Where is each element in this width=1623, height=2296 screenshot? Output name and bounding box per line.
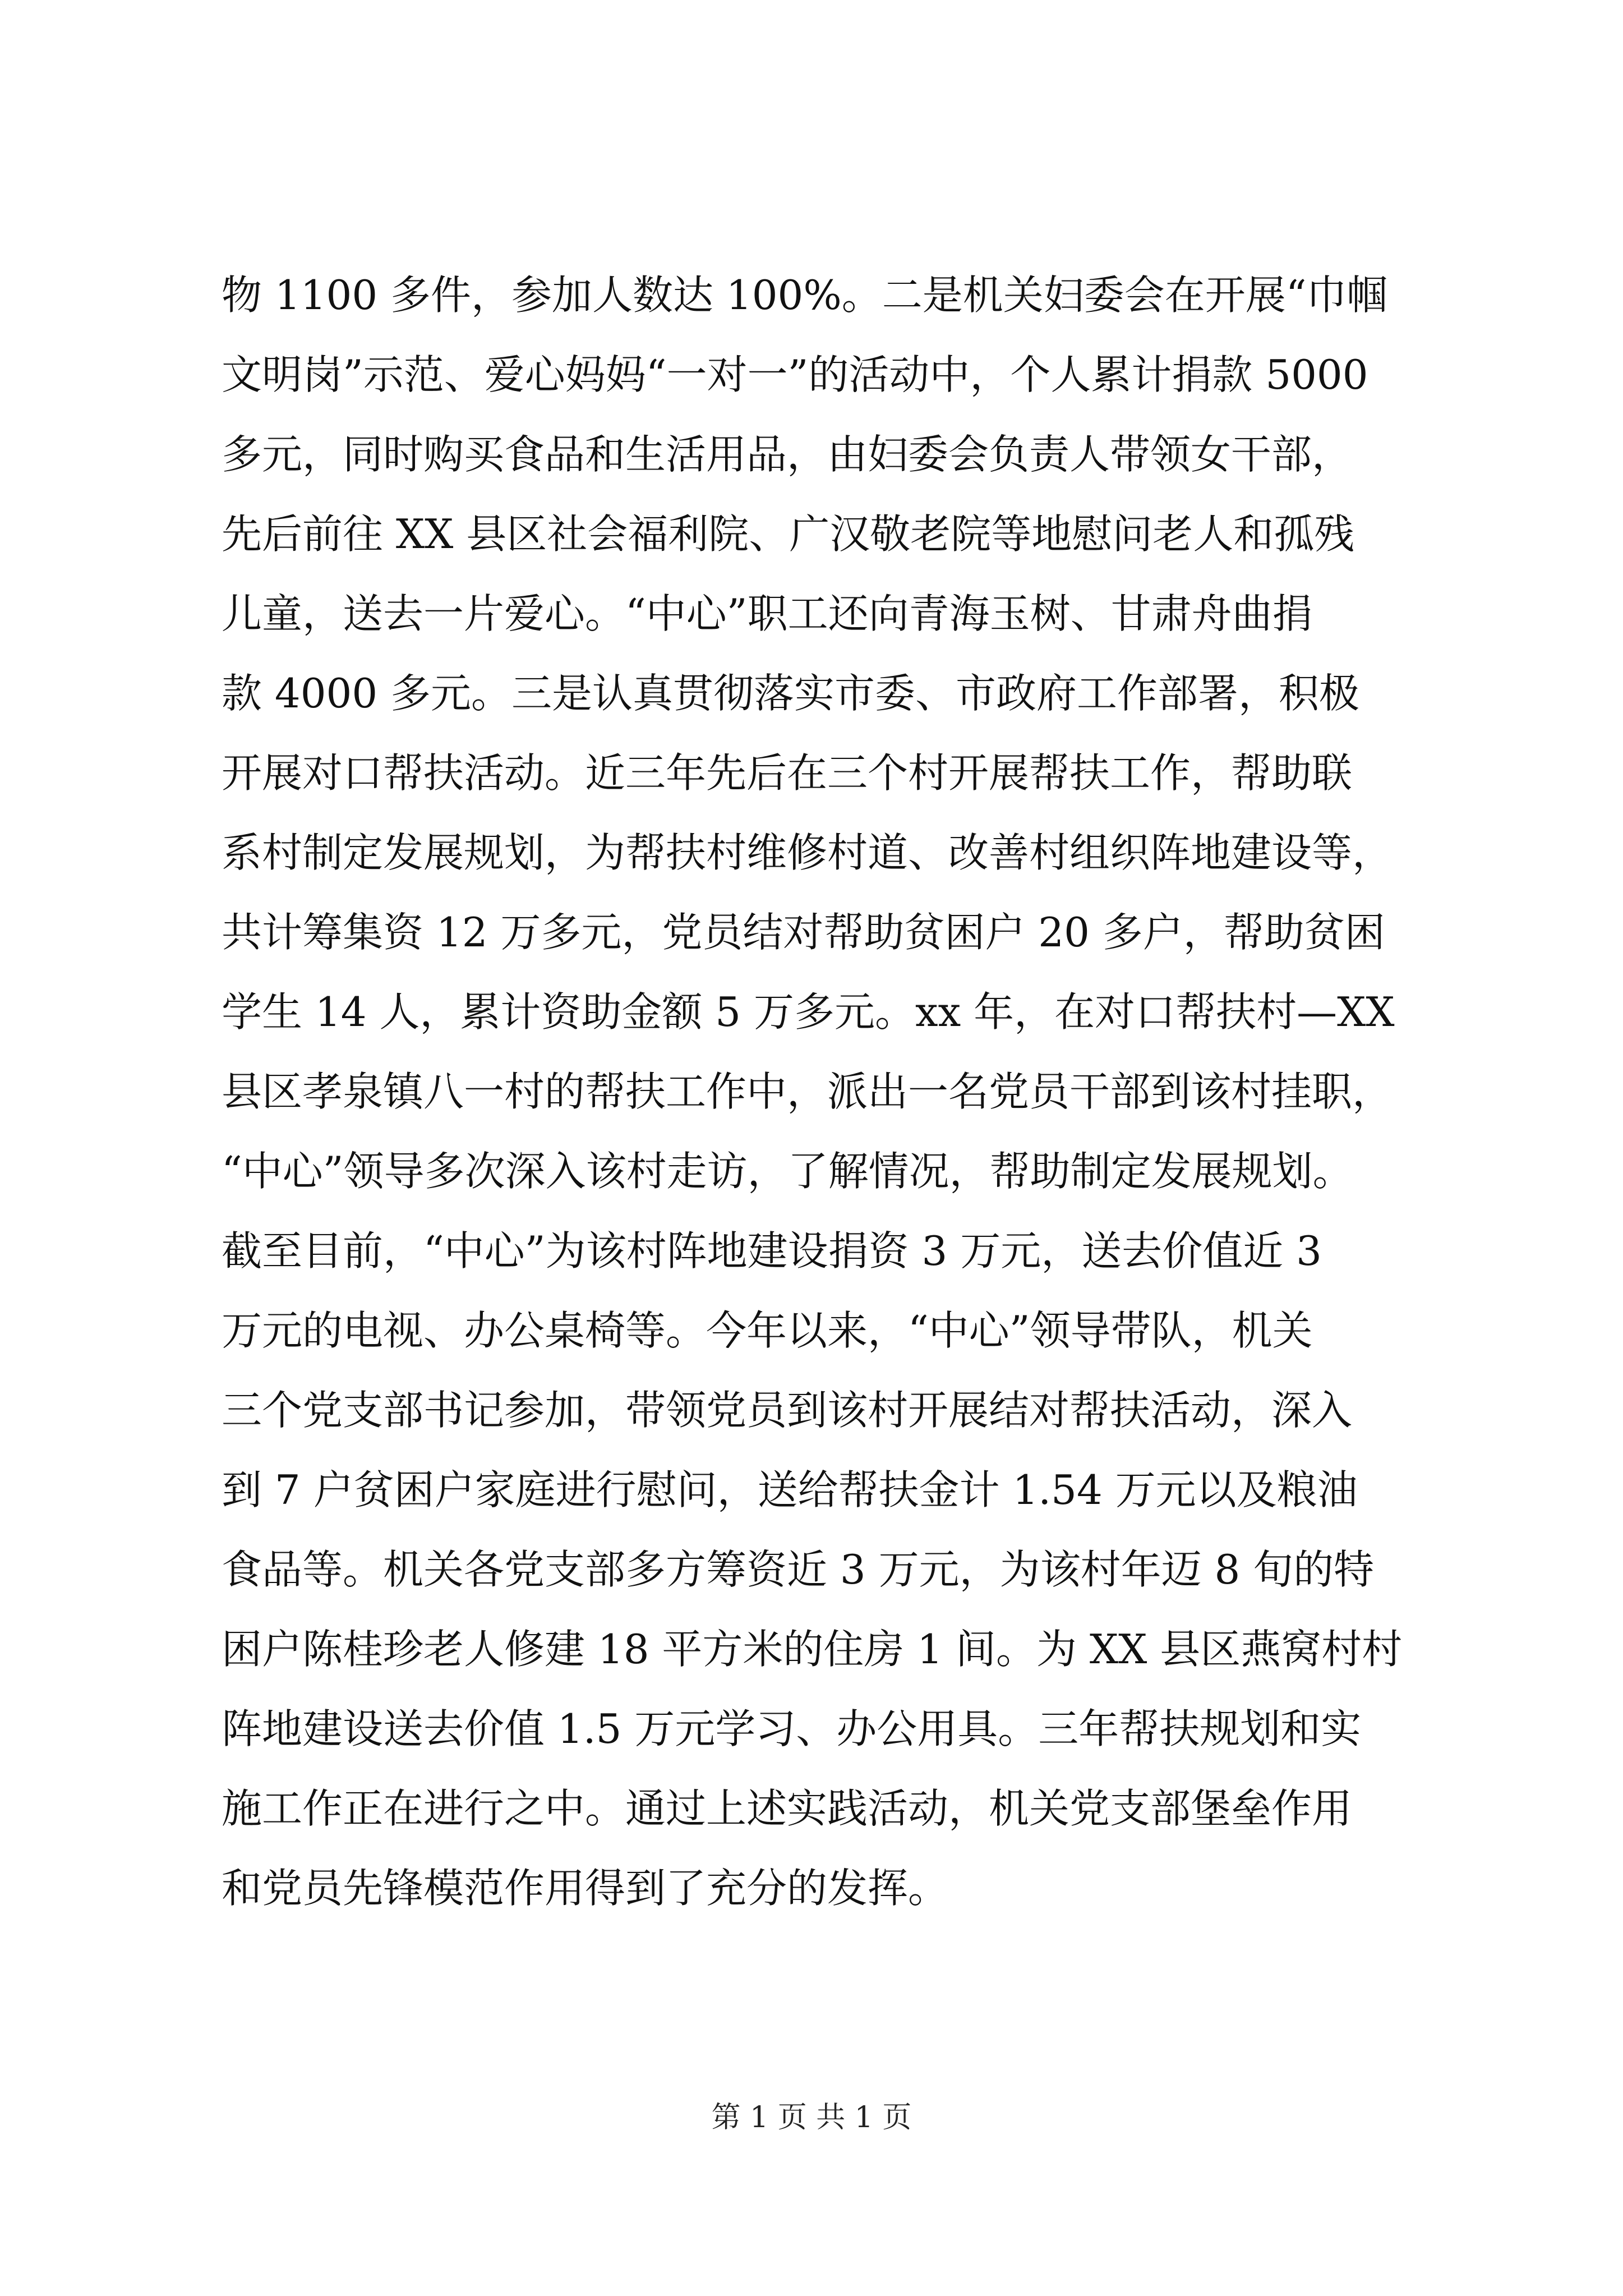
text-line: 三个党支部书记参加，带领党员到该村开展结对帮扶活动，深入 (222, 1387, 1353, 1434)
text-line: 文明岗”示范、爱心妈妈“一对一”的活动中，个人累计捐款 5000 (222, 351, 1368, 398)
text-line: 和党员先锋模范作用得到了充分的发挥。 (222, 1865, 949, 1912)
text-line: 儿童，送去一片爱心。“中心”职工还向青海玉树、甘肃舟曲捐 (222, 590, 1313, 637)
text-line: 县区孝泉镇八一村的帮扶工作中，派出一名党员干部到该村挂职， (222, 1068, 1393, 1115)
text-line: 学生 14 人，累计资助金额 5 万多元。xx 年，在对口帮扶村—XX (222, 988, 1395, 1036)
text-line: 多元，同时购买食品和生活用品，由妇委会负责人带领女干部， (222, 431, 1353, 478)
text-line: 先后前往 XX 县区社会福利院、广汉敬老院等地慰问老人和孤残 (222, 510, 1355, 558)
text-line: 款 4000 多元。三是认真贯彻落实市委、市政府工作部署，积极 (222, 670, 1360, 717)
text-line: “中心”领导多次深入该村走访，了解情况，帮助制定发展规划。 (222, 1148, 1353, 1195)
body-paragraph (222, 255, 1427, 1928)
text-line: 困户陈桂珍老人修建 18 平方米的住房 1 间。为 XX 县区燕窝村村 (222, 1626, 1403, 1673)
text-line: 到 7 户贫困户家庭进行慰问，送给帮扶金计 1.54 万元以及粮油 (222, 1466, 1358, 1513)
text-line: 系村制定发展规划，为帮扶村维修村道、改善村组织阵地建设等， (222, 829, 1393, 876)
text-line: 食品等。机关各党支部多方筹资近 3 万元，为该村年迈 8 旬的特 (222, 1546, 1375, 1593)
page-number: 第 1 页 共 1 页 (711, 2101, 912, 2134)
text-line: 开展对口帮扶活动。近三年先后在三个村开展帮扶工作，帮助联 (222, 749, 1353, 797)
text-line: 共计筹集资 12 万多元，党员结对帮助贫困户 20 多户，帮助贫困 (222, 909, 1385, 956)
text-line: 物 1100 多件，参加人数达 100%。二是机关妇委会在开展“巾帼 (222, 272, 1387, 319)
text-line: 截至目前，“中心”为该村阵地建设捐资 3 万元，送去价值近 3 (222, 1227, 1322, 1274)
text-line: 阵地建设送去价值 1.5 万元学习、办公用具。三年帮扶规划和实 (222, 1705, 1362, 1752)
text-line: 万元的电视、办公桌椅等。今年以来，“中心”领导带队，机关 (222, 1307, 1313, 1354)
text-line: 施工作正在进行之中。通过上述实践活动，机关党支部堡垒作用 (222, 1785, 1353, 1832)
page-footer (0, 2095, 1623, 2140)
